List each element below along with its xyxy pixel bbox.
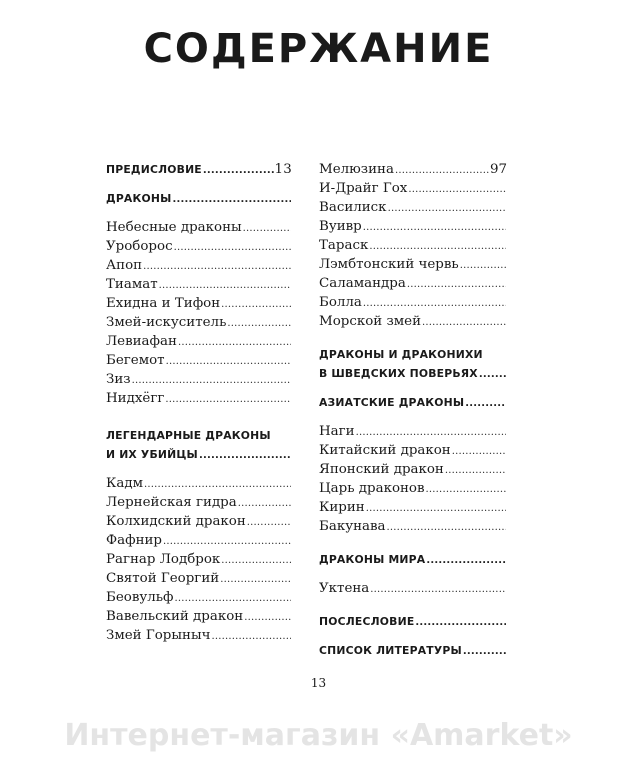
- toc-entry-label: Бегемот: [106, 353, 165, 368]
- leader-dots: [415, 613, 506, 631]
- leader-dots: [173, 190, 291, 208]
- toc-entry[interactable]: [319, 160, 507, 179]
- toc-entry-label: Рагнар Лодброк: [106, 552, 221, 567]
- toc-entry-label: Вавельский дракон: [106, 609, 244, 624]
- leader-dots: [163, 532, 291, 550]
- toc-entry-label: Беовульф: [106, 590, 174, 605]
- toc-entry-label: Китайский дракон: [319, 443, 451, 458]
- toc-section-preface[interactable]: [106, 160, 292, 179]
- leader-dots: [363, 218, 506, 236]
- toc-entry[interactable]: [319, 422, 507, 441]
- toc-entry-label: Лэмбтонский червь: [319, 257, 459, 272]
- toc-entry-label: Японский дракон: [319, 462, 444, 477]
- toc-section-legendary[interactable]: [106, 445, 292, 464]
- leader-dots: [452, 442, 506, 460]
- toc-section-label: СПИСОК ЛИТЕРАТУРЫ: [319, 644, 462, 657]
- toc-entry-label: Зиз: [106, 372, 131, 387]
- leader-dots: [422, 313, 506, 331]
- leader-dots: [211, 627, 291, 645]
- toc-entry[interactable]: [319, 460, 507, 479]
- leader-dots: [426, 551, 506, 569]
- toc-entry[interactable]: [106, 607, 292, 626]
- toc-entry-label: Мелюзина: [319, 162, 394, 177]
- toc-entry[interactable]: [319, 198, 507, 217]
- toc-section-label: ПОСЛЕСЛОВИЕ: [319, 615, 415, 628]
- toc-entry[interactable]: [106, 218, 292, 237]
- toc-section-label: ДРАКОНЫ МИРА: [319, 553, 426, 566]
- leader-dots: [175, 589, 291, 607]
- toc-entry-label: И-Драйг Гох: [319, 181, 408, 196]
- leader-dots: [174, 238, 291, 256]
- leader-dots: [221, 295, 291, 313]
- leader-dots: [144, 475, 291, 493]
- toc-entry-label: Тиамат: [106, 277, 158, 292]
- leader-dots: [465, 394, 506, 412]
- toc-entry[interactable]: [319, 517, 507, 536]
- toc-section-label: ПРЕДИСЛОВИЕ: [106, 163, 202, 176]
- leader-dots: [165, 390, 291, 408]
- toc-entry-label: Фафнир: [106, 533, 163, 548]
- toc-entry-label: Царь драконов: [319, 481, 425, 496]
- toc-entry-label: Наги: [319, 424, 355, 439]
- toc-entry[interactable]: [319, 579, 507, 598]
- page-number: 13: [310, 676, 327, 690]
- leader-dots: [479, 365, 506, 383]
- toc-entry[interactable]: [106, 531, 292, 550]
- toc-entry[interactable]: [319, 293, 507, 312]
- leader-dots: [366, 499, 506, 517]
- toc-entry[interactable]: [106, 237, 292, 256]
- leader-dots: [238, 494, 291, 512]
- watermark: Интернет-магазин «Amarket»: [64, 718, 573, 753]
- toc-section-world[interactable]: [319, 550, 507, 569]
- leader-dots: [227, 314, 291, 332]
- toc-entry-label: Апоп: [106, 258, 143, 273]
- toc-entry-label: Нидхёгг: [106, 391, 165, 406]
- toc-entry-label: Вуивр: [319, 219, 362, 234]
- leader-dots: [199, 446, 291, 464]
- toc-entry-label: Левиафан: [106, 334, 177, 349]
- leader-dots: [395, 161, 489, 179]
- leader-dots: [203, 161, 274, 179]
- toc-entry-label: Лернейская гидра: [106, 495, 237, 510]
- toc-section-legendary-line1[interactable]: ЛЕГЕНДАРНЫЕ ДРАКОНЫ: [106, 429, 271, 442]
- leader-dots: [244, 608, 291, 626]
- leader-dots: [387, 518, 506, 536]
- toc-section-bibliography[interactable]: [319, 641, 507, 660]
- toc-left-column: [106, 160, 292, 645]
- toc-entry[interactable]: [106, 256, 292, 275]
- toc-entry[interactable]: [319, 479, 507, 498]
- leader-dots: [463, 642, 506, 660]
- toc-section-label: АЗИАТСКИЕ ДРАКОНЫ: [319, 396, 465, 409]
- toc-entry[interactable]: [319, 274, 507, 293]
- toc-entry[interactable]: [106, 370, 292, 389]
- toc-entry-label: Колхидский дракон: [106, 514, 246, 529]
- leader-dots: [143, 257, 291, 275]
- leader-dots: [356, 423, 506, 441]
- leader-dots: [460, 256, 506, 274]
- toc-entry-label: Ехидна и Тифон: [106, 296, 221, 311]
- toc-entry[interactable]: [319, 312, 507, 331]
- toc-entry-label: Морской змей: [319, 314, 422, 329]
- leader-dots: [132, 371, 291, 389]
- toc-entry[interactable]: [106, 512, 292, 531]
- leader-dots: [369, 237, 506, 255]
- toc-entry[interactable]: [319, 236, 507, 255]
- toc-section-label: И ИХ УБИЙЦЫ: [106, 448, 198, 461]
- toc-section-label: В ШВЕДСКИХ ПОВЕРЬЯХ: [319, 367, 478, 380]
- toc-entry[interactable]: [106, 493, 292, 512]
- toc-entry[interactable]: [319, 498, 507, 517]
- toc-section-label: ДРАКОНЫ: [106, 192, 172, 205]
- leader-dots: [178, 333, 291, 351]
- toc-entry-label: Тараск: [319, 238, 369, 253]
- toc-entry[interactable]: [106, 351, 292, 370]
- toc-entry[interactable]: [106, 569, 292, 588]
- toc-entry[interactable]: [106, 313, 292, 332]
- leader-dots: [243, 219, 291, 237]
- toc-entry-label: Святой Георгий: [106, 571, 220, 586]
- toc-entry-label: Змей-искуситель: [106, 315, 227, 330]
- toc-entry[interactable]: [106, 294, 292, 313]
- toc-entry[interactable]: [319, 217, 507, 236]
- toc-entry[interactable]: [106, 275, 292, 294]
- toc-entry-label: Змей Горыныч: [106, 628, 211, 643]
- toc-entry-label: Кадм: [106, 476, 144, 491]
- toc-entry-label: Бакунава: [319, 519, 386, 534]
- toc-entry[interactable]: [106, 626, 292, 645]
- toc-page-number: 97: [489, 162, 507, 177]
- toc-entry-label: Уроборос: [106, 239, 173, 254]
- toc-entry[interactable]: [319, 255, 507, 274]
- leader-dots: [220, 570, 291, 588]
- toc-entry-label: Уктена: [319, 581, 370, 596]
- leader-dots: [159, 276, 291, 294]
- toc-section-swedish[interactable]: [319, 364, 507, 383]
- page-title: СОДЕРЖАНИЕ: [143, 26, 494, 72]
- toc-entry-label: Саламандра: [319, 276, 406, 291]
- toc-section-asian[interactable]: [319, 393, 507, 412]
- toc-section-dragons[interactable]: [106, 189, 292, 208]
- toc-entry[interactable]: [106, 389, 292, 408]
- toc-section-afterword[interactable]: [319, 612, 507, 631]
- toc-entry-label: Василиск: [319, 200, 387, 215]
- toc-entry-label: Кирин: [319, 500, 365, 515]
- toc-entry[interactable]: [319, 179, 507, 198]
- toc-entry[interactable]: [106, 332, 292, 351]
- leader-dots: [363, 294, 506, 312]
- toc-entry-label: Болла: [319, 295, 362, 310]
- toc-section-swedish-line1[interactable]: ДРАКОНЫ И ДРАКОНИХИ: [319, 348, 483, 361]
- leader-dots: [407, 275, 506, 293]
- toc-entry[interactable]: [106, 474, 292, 493]
- leader-dots: [221, 551, 291, 569]
- leader-dots: [445, 461, 506, 479]
- toc-entry[interactable]: [106, 550, 292, 569]
- toc-right-column: [319, 160, 507, 660]
- toc-entry-label: Небесные драконы: [106, 220, 242, 235]
- leader-dots: [388, 199, 506, 217]
- leader-dots: [408, 180, 506, 198]
- leader-dots: [426, 480, 506, 498]
- toc-page-number: 13: [274, 162, 292, 177]
- leader-dots: [370, 580, 506, 598]
- leader-dots: [166, 352, 291, 370]
- toc-entry[interactable]: [106, 588, 292, 607]
- toc-entry[interactable]: [319, 441, 507, 460]
- leader-dots: [247, 513, 291, 531]
